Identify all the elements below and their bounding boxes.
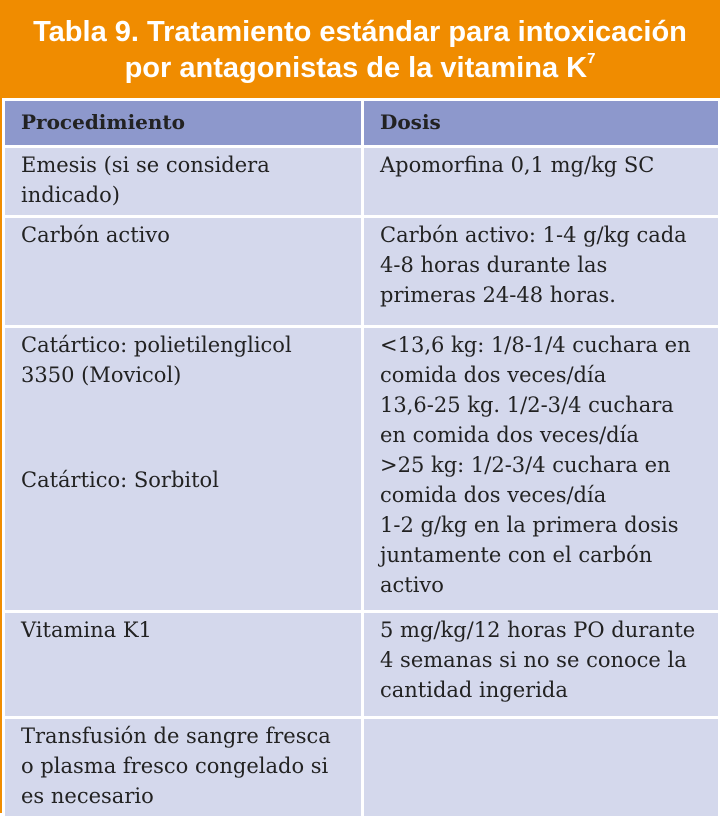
- treatment-table: [2, 98, 720, 819]
- dose-line: 13,6-25 kg. 1/2-3/4 cuchara en comida dos veces/día: [380, 393, 674, 447]
- table-title-line-2-text: por antagonistas de la vitamina K: [124, 52, 588, 84]
- cell-procedure: Vitamina K1: [4, 612, 363, 718]
- dose-line: 1-2 g/kg en la primera dosis juntamente con el carbón activo: [380, 513, 679, 597]
- cell-dose: [363, 718, 720, 818]
- table-row: [4, 147, 720, 217]
- cell-procedure: [4, 327, 363, 612]
- cell-dose: Apomorfina 0,1 mg/kg SC: [363, 147, 720, 217]
- column-header-procedure: Procedimiento: [4, 100, 363, 147]
- dose-line: <13,6 kg: 1/8-1/4 cuchara en comida dos veces/día: [380, 333, 691, 387]
- column-header-dose: Dosis: [363, 100, 720, 147]
- table-row: [4, 217, 720, 327]
- cell-procedure: Emesis (si se considera indicado): [4, 147, 363, 217]
- table-title-line-2: [125, 50, 596, 86]
- table-title-line-1: Tabla 9. Tratamiento estándar para intoxicación: [33, 16, 687, 48]
- table-row: [4, 327, 720, 612]
- procedure-polyethylene-glycol: Catártico: polietilenglicol 3350 (Movicol): [21, 333, 292, 387]
- table-title: [2, 2, 718, 98]
- procedure-sorbitol: Catártico: Sorbitol: [21, 468, 219, 492]
- cell-dose: [363, 327, 720, 612]
- cell-dose: Carbón activo: 1-4 g/kg cada 4-8 horas durante las primeras 24-48 horas.: [363, 217, 720, 327]
- table-row: [4, 612, 720, 718]
- table-row: [4, 718, 720, 818]
- cell-procedure: Transfusión de sangre fresca o plasma fresco congelado si es necesario: [4, 718, 363, 818]
- spacer: [21, 390, 347, 465]
- cell-procedure: Carbón activo: [4, 217, 363, 327]
- title-reference-superscript: 7: [587, 50, 596, 67]
- dose-line: >25 kg: 1/2-3/4 cuchara en comida dos veces/día: [380, 453, 671, 507]
- table-header-row: [4, 100, 720, 147]
- cell-dose: 5 mg/kg/12 horas PO durante 4 semanas si no se conoce la cantidad ingerida: [363, 612, 720, 718]
